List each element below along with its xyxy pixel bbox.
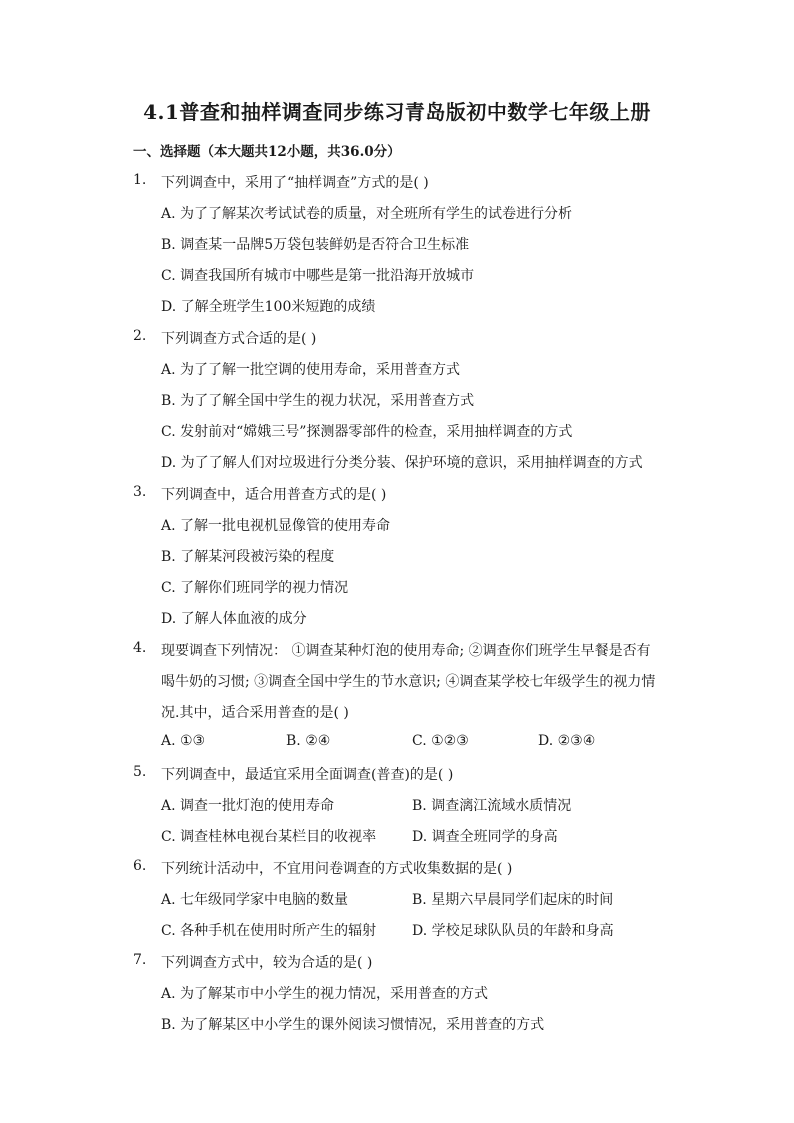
question-stem: 下列统计活动中，不宜用问卷调查的方式收集数据的是( )	[161, 861, 513, 877]
option-b: B. 了解某河段被污染的程度	[161, 549, 335, 565]
question-number: 3.	[133, 484, 147, 500]
option-c: C. 调查桂林电视台某栏目的收视率	[161, 829, 377, 845]
option-a: A. 了解一批电视机显像管的使用寿命	[161, 518, 391, 534]
option-c: C. ①②③	[412, 733, 469, 749]
question-number: 2.	[133, 328, 147, 344]
option-d: D. 了解全班学生100米短跑的成绩	[161, 299, 376, 315]
option-d: D. ②③④	[538, 733, 596, 749]
option-a: A. 为了解某市中小学生的视力情况，采用普查的方式	[161, 986, 489, 1002]
option-c: C. 各种手机在使用时所产生的辐射	[161, 923, 377, 939]
option-d: D. 为了了解人们对垃圾进行分类分装、保护环境的意识，采用抽样调查的方式	[161, 455, 643, 471]
question-stem: 下列调查中，适合用普查方式的是( )	[161, 487, 387, 503]
option-a: A. 七年级同学家中电脑的数量	[161, 892, 349, 908]
option-d: D. 调查全班同学的身高	[412, 829, 558, 845]
question-stem: 下列调查中，采用了“抽样调查”方式的是( )	[161, 175, 429, 191]
section-heading: 一、选择题（本大题共12小题，共36.0分）	[133, 144, 401, 160]
question-stem: 下列调查方式中，较为合适的是( )	[161, 955, 373, 971]
question-stem: 现要调查下列情况： ①调查某种灯泡的使用寿命; ②调查你们班学生早餐是否有	[161, 643, 651, 659]
question-stem: 下列调查中，最适宜采用全面调查(普查)的是( )	[161, 767, 454, 783]
page-title: 4.1普查和抽样调查同步练习青岛版初中数学七年级上册	[143, 100, 651, 124]
option-d: D. 学校足球队队员的年龄和身高	[412, 923, 614, 939]
option-d: D. 了解人体血液的成分	[161, 611, 307, 627]
option-a: A. 为了了解某次考试试卷的质量，对全班所有学生的试卷进行分析	[161, 206, 573, 222]
option-c: C. 发射前对“嫦娥三号”探测器零部件的检查，采用抽样调查的方式	[161, 424, 573, 440]
option-b: B. 为了了解全国中学生的视力状况，采用普查方式	[161, 393, 475, 409]
option-c: C. 调查我国所有城市中哪些是第一批沿海开放城市	[161, 268, 475, 284]
option-a: A. ①③	[161, 733, 206, 749]
option-c: C. 了解你们班同学的视力情况	[161, 580, 349, 596]
question-number: 7.	[133, 952, 147, 968]
option-b: B. 调查某一品牌5万袋包装鲜奶是否符合卫生标准	[161, 237, 470, 253]
option-b: B. 星期六早晨同学们起床的时间	[412, 892, 614, 908]
question-number: 5.	[133, 764, 147, 780]
option-b: B. 为了解某区中小学生的课外阅读习惯情况，采用普查的方式	[161, 1017, 545, 1033]
question-stem: 下列调查方式合适的是( )	[161, 331, 317, 347]
question-number: 1.	[133, 172, 147, 188]
option-a: A. 为了了解一批空调的使用寿命，采用普查方式	[161, 362, 461, 378]
question-number: 6.	[133, 858, 147, 874]
option-a: A. 调查一批灯泡的使用寿命	[161, 798, 335, 814]
option-b: B. 调查漓江流域水质情况	[412, 798, 572, 814]
question-stem-continued: 喝牛奶的习惯; ③调查全国中学生的节水意识; ④调查某学校七年级学生的视力情	[161, 674, 656, 690]
option-b: B. ②④	[286, 733, 331, 749]
question-stem-continued: 况.其中，适合采用普查的是( )	[161, 705, 349, 721]
question-number: 4.	[133, 640, 147, 656]
